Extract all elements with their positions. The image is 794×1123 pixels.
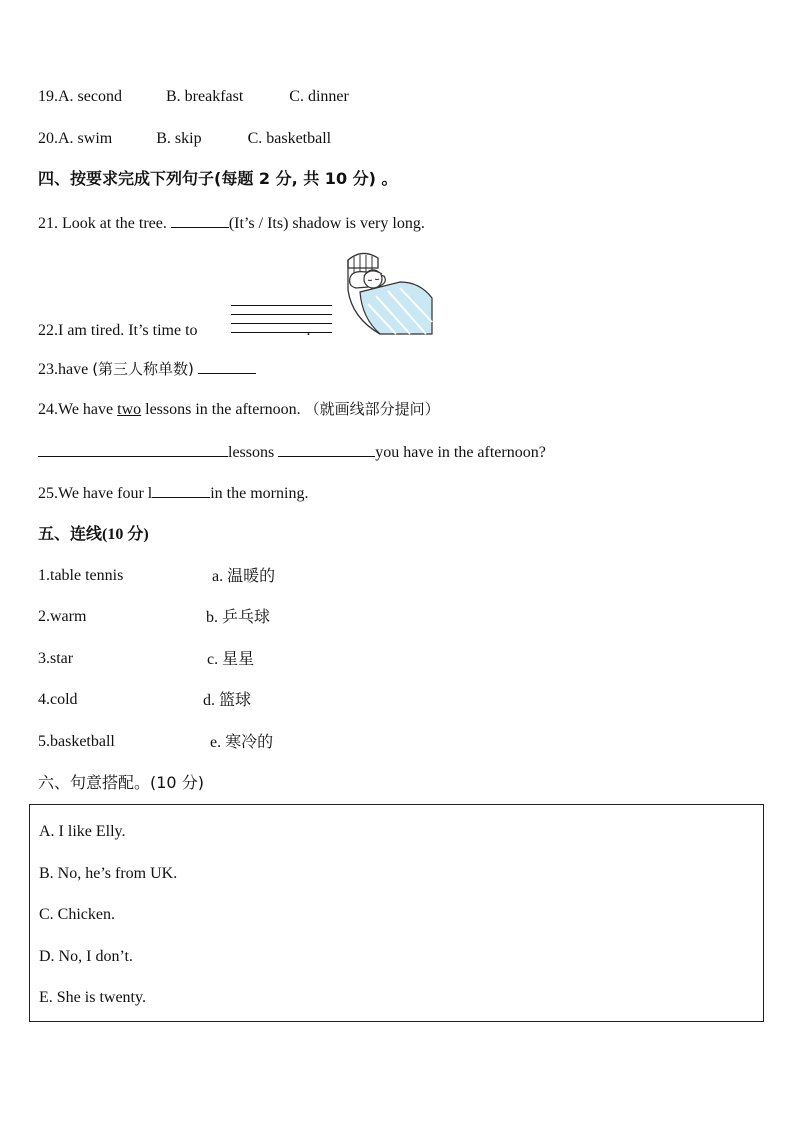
option-19c: C. dinner bbox=[289, 88, 349, 105]
answer-blank-24a[interactable] bbox=[38, 441, 228, 457]
section-4-title: 四、按要求完成下列句子(每题 2 分, 共 10 分) 。 bbox=[38, 169, 398, 188]
match-right-b: b. 乒乓球 bbox=[206, 607, 271, 626]
answer-blank-21[interactable] bbox=[171, 212, 229, 228]
match-right-d: d. 篮球 bbox=[203, 690, 252, 709]
section-5-title: 五、连线(10 分) bbox=[38, 524, 149, 543]
option-20c: C. basketball bbox=[247, 130, 332, 147]
option-d: D. No, I don’t. bbox=[39, 948, 133, 965]
question-22: 22.I am tired. It’s time to . bbox=[38, 322, 311, 339]
question-24-answer-line: lessons you have in the afternoon? bbox=[38, 441, 546, 463]
option-20b: B. skip bbox=[156, 130, 202, 147]
match-left-5: 5.basketball bbox=[38, 733, 115, 750]
match-left-3: 3.star bbox=[38, 650, 74, 667]
option-e: E. She is twenty. bbox=[39, 989, 146, 1006]
option-19b: B. breakfast bbox=[165, 88, 244, 105]
question-25: 25.We have four l in the morning. bbox=[38, 482, 308, 504]
question-20: 20.A. swim B. skip C. basketball bbox=[38, 130, 332, 147]
match-right-c: c. 星星 bbox=[207, 649, 255, 668]
options-box bbox=[29, 804, 764, 1022]
option-b: B. No, he’s from UK. bbox=[39, 865, 178, 882]
match-right-e: e. 寒冷的 bbox=[210, 732, 274, 751]
answer-blank-24b[interactable] bbox=[278, 441, 375, 457]
match-left-1: 1.table tennis bbox=[38, 567, 124, 584]
section-6-title: 六、句意搭配。(10 分) bbox=[38, 773, 204, 792]
option-19a: A. second bbox=[58, 88, 122, 105]
girl-sleeping-in-bed-icon bbox=[340, 248, 435, 338]
question-23: 23.have (第三人称单数) bbox=[38, 358, 256, 380]
match-left-2: 2.warm bbox=[38, 608, 87, 625]
underlined-word: two bbox=[117, 401, 142, 418]
answer-blank-23[interactable] bbox=[198, 358, 256, 374]
match-left-4: 4.cold bbox=[38, 691, 78, 708]
question-21: 21. Look at the tree. (It’s / Its) shadow is very long. bbox=[38, 212, 425, 234]
option-a: A. I like Elly. bbox=[39, 823, 126, 840]
match-right-a: a. 温暖的 bbox=[212, 566, 276, 585]
option-20a: A. swim bbox=[58, 130, 113, 147]
question-24: 24.We have two lessons in the afternoon. （就画线部分提问） bbox=[38, 400, 440, 418]
answer-blank-25[interactable] bbox=[152, 482, 210, 498]
question-19: 19.A. second B. breakfast C. dinner bbox=[38, 88, 349, 105]
option-c: C. Chicken. bbox=[39, 906, 115, 923]
